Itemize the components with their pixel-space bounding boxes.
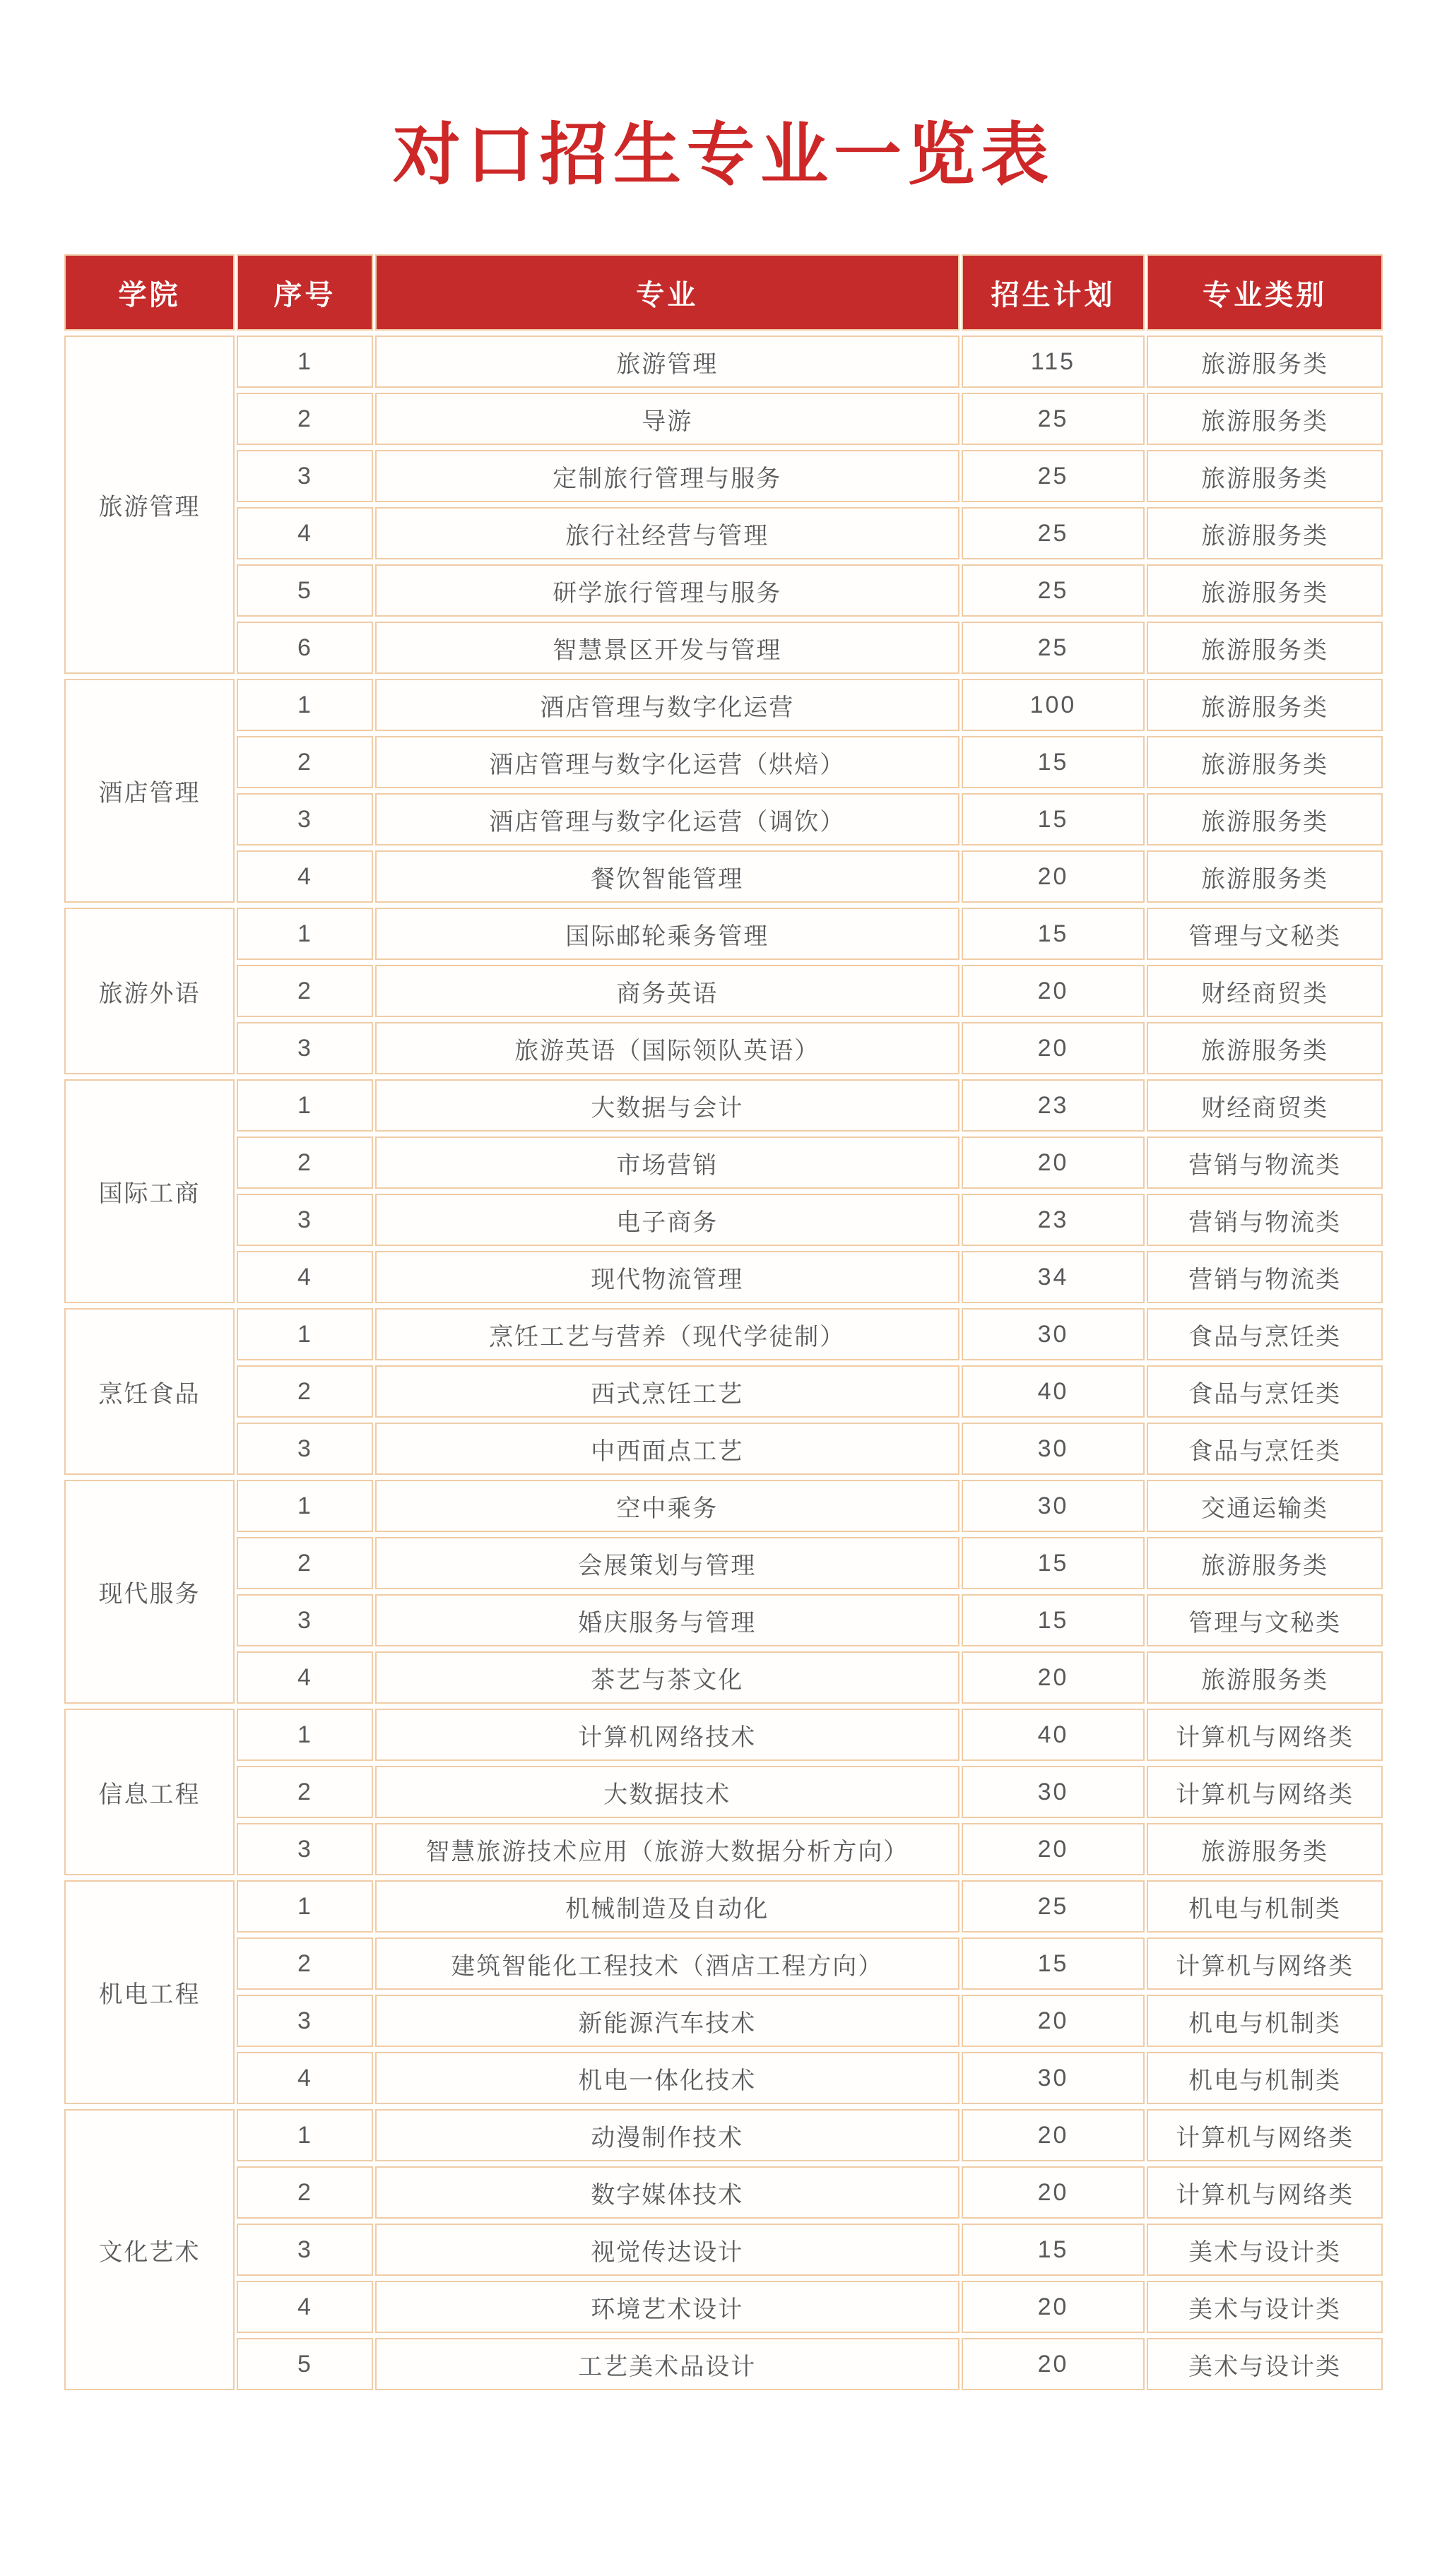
plan-cell: 20 <box>962 1136 1145 1189</box>
seq-cell: 2 <box>237 1766 373 1818</box>
seq-cell: 1 <box>237 679 373 731</box>
college-cell: 酒店管理 <box>64 679 235 903</box>
plan-cell: 34 <box>962 1251 1145 1303</box>
category-cell: 旅游服务类 <box>1147 679 1383 731</box>
major-cell: 商务英语 <box>375 965 959 1017</box>
major-cell: 研学旅行管理与服务 <box>375 564 959 617</box>
plan-cell: 30 <box>962 1766 1145 1818</box>
table-body <box>64 336 1383 2390</box>
seq-cell: 2 <box>237 393 373 445</box>
seq-cell: 3 <box>237 1022 373 1074</box>
table-row <box>64 736 1383 788</box>
plan-cell: 20 <box>962 2281 1145 2333</box>
category-cell: 管理与文秘类 <box>1147 908 1383 960</box>
seq-cell: 2 <box>237 736 373 788</box>
table-row <box>64 393 1383 445</box>
table-row <box>64 1823 1383 1875</box>
seq-cell: 4 <box>237 1251 373 1303</box>
college-cell: 旅游外语 <box>64 908 235 1074</box>
major-cell: 空中乘务 <box>375 1480 959 1532</box>
category-cell: 食品与烹饪类 <box>1147 1365 1383 1418</box>
seq-cell: 3 <box>237 793 373 845</box>
plan-cell: 20 <box>962 965 1145 1017</box>
table-row <box>64 622 1383 674</box>
table-row <box>64 1880 1383 1933</box>
category-cell: 计算机与网络类 <box>1147 2109 1383 2161</box>
major-cell: 电子商务 <box>375 1194 959 1246</box>
category-cell: 旅游服务类 <box>1147 336 1383 388</box>
major-cell: 大数据与会计 <box>375 1079 959 1132</box>
seq-cell: 2 <box>237 965 373 1017</box>
major-cell: 导游 <box>375 393 959 445</box>
plan-cell: 15 <box>962 1537 1145 1589</box>
plan-cell: 25 <box>962 393 1145 445</box>
category-cell: 计算机与网络类 <box>1147 1766 1383 1818</box>
seq-cell: 1 <box>237 1880 373 1933</box>
major-cell: 智慧景区开发与管理 <box>375 622 959 674</box>
seq-cell: 3 <box>237 1995 373 2047</box>
category-cell: 旅游服务类 <box>1147 1651 1383 1704</box>
plan-cell: 23 <box>962 1079 1145 1132</box>
category-cell: 旅游服务类 <box>1147 393 1383 445</box>
major-cell: 餐饮智能管理 <box>375 850 959 903</box>
table-row <box>64 1022 1383 1074</box>
plan-cell: 15 <box>962 908 1145 960</box>
table-row <box>64 679 1383 731</box>
major-cell: 大数据技术 <box>375 1766 959 1818</box>
seq-cell: 2 <box>237 1537 373 1589</box>
table-row <box>64 336 1383 388</box>
college-cell: 烹饪食品 <box>64 1308 235 1475</box>
table-row <box>64 2338 1383 2390</box>
plan-cell: 25 <box>962 450 1145 502</box>
table-row <box>64 1423 1383 1475</box>
major-cell: 视觉传达设计 <box>375 2224 959 2276</box>
seq-cell: 2 <box>237 1365 373 1418</box>
category-cell: 旅游服务类 <box>1147 622 1383 674</box>
college-cell: 旅游管理 <box>64 336 235 674</box>
seq-cell: 1 <box>237 1480 373 1532</box>
category-cell: 管理与文秘类 <box>1147 1594 1383 1646</box>
plan-cell: 20 <box>962 1823 1145 1875</box>
category-cell: 营销与物流类 <box>1147 1136 1383 1189</box>
seq-cell: 5 <box>237 564 373 617</box>
category-cell: 旅游服务类 <box>1147 1537 1383 1589</box>
plan-cell: 115 <box>962 336 1145 388</box>
category-cell: 美术与设计类 <box>1147 2338 1383 2390</box>
plan-cell: 20 <box>962 2109 1145 2161</box>
major-cell: 旅游管理 <box>375 336 959 388</box>
plan-cell: 20 <box>962 1651 1145 1704</box>
page-title: 对口招生专业一览表 <box>393 117 1054 193</box>
major-cell: 建筑智能化工程技术（酒店工程方向） <box>375 1937 959 1990</box>
table-row <box>64 450 1383 502</box>
plan-cell: 30 <box>962 1308 1145 1360</box>
category-cell: 旅游服务类 <box>1147 1022 1383 1074</box>
plan-cell: 40 <box>962 1365 1145 1418</box>
category-cell: 美术与设计类 <box>1147 2224 1383 2276</box>
major-cell: 市场营销 <box>375 1136 959 1189</box>
category-cell: 财经商贸类 <box>1147 1079 1383 1132</box>
seq-cell: 3 <box>237 1823 373 1875</box>
table-row <box>64 2166 1383 2219</box>
college-cell: 机电工程 <box>64 1880 235 2104</box>
category-cell: 旅游服务类 <box>1147 450 1383 502</box>
seq-cell: 4 <box>237 850 373 903</box>
category-cell: 营销与物流类 <box>1147 1194 1383 1246</box>
table-row <box>64 1537 1383 1589</box>
seq-cell: 3 <box>237 2224 373 2276</box>
category-cell: 食品与烹饪类 <box>1147 1423 1383 1475</box>
seq-cell: 4 <box>237 2281 373 2333</box>
category-cell: 旅游服务类 <box>1147 1823 1383 1875</box>
seq-cell: 2 <box>237 1136 373 1189</box>
plan-cell: 25 <box>962 564 1145 617</box>
category-cell: 旅游服务类 <box>1147 736 1383 788</box>
table-row <box>64 2281 1383 2333</box>
category-cell: 美术与设计类 <box>1147 2281 1383 2333</box>
category-cell: 食品与烹饪类 <box>1147 1308 1383 1360</box>
major-cell: 现代物流管理 <box>375 1251 959 1303</box>
seq-cell: 2 <box>237 2166 373 2219</box>
seq-cell: 1 <box>237 1079 373 1132</box>
major-cell: 西式烹饪工艺 <box>375 1365 959 1418</box>
major-cell: 国际邮轮乘务管理 <box>375 908 959 960</box>
category-cell: 旅游服务类 <box>1147 564 1383 617</box>
plan-cell: 20 <box>962 850 1145 903</box>
seq-cell: 1 <box>237 1709 373 1761</box>
seq-cell: 3 <box>237 1194 373 1246</box>
seq-cell: 3 <box>237 1594 373 1646</box>
table-row <box>64 1995 1383 2047</box>
table-row <box>64 965 1383 1017</box>
plan-cell: 15 <box>962 736 1145 788</box>
category-cell: 机电与机制类 <box>1147 1995 1383 2047</box>
table-row <box>64 1136 1383 1189</box>
plan-cell: 100 <box>962 679 1145 731</box>
category-cell: 营销与物流类 <box>1147 1251 1383 1303</box>
seq-cell: 3 <box>237 1423 373 1475</box>
plan-cell: 25 <box>962 1880 1145 1933</box>
plan-cell: 25 <box>962 622 1145 674</box>
header-row <box>64 254 1383 331</box>
major-cell: 数字媒体技术 <box>375 2166 959 2219</box>
major-cell: 酒店管理与数字化运营 <box>375 679 959 731</box>
table-row <box>64 564 1383 617</box>
seq-cell: 5 <box>237 2338 373 2390</box>
college-cell: 现代服务 <box>64 1480 235 1704</box>
major-cell: 动漫制作技术 <box>375 2109 959 2161</box>
table-row <box>64 1365 1383 1418</box>
seq-cell: 3 <box>237 450 373 502</box>
table-row <box>64 1480 1383 1532</box>
seq-cell: 4 <box>237 2052 373 2104</box>
seq-cell: 1 <box>237 2109 373 2161</box>
plan-cell: 25 <box>962 507 1145 559</box>
category-cell: 交通运输类 <box>1147 1480 1383 1532</box>
table-row <box>64 2052 1383 2104</box>
header-category: 专业类别 <box>1147 254 1383 331</box>
plan-cell: 30 <box>962 2052 1145 2104</box>
table-row <box>64 507 1383 559</box>
table-row <box>64 1937 1383 1990</box>
table-row <box>64 1651 1383 1704</box>
seq-cell: 4 <box>237 1651 373 1704</box>
header-plan: 招生计划 <box>962 254 1145 331</box>
major-cell: 婚庆服务与管理 <box>375 1594 959 1646</box>
plan-cell: 20 <box>962 2166 1145 2219</box>
plan-cell: 20 <box>962 1995 1145 2047</box>
seq-cell: 1 <box>237 1308 373 1360</box>
major-cell: 定制旅行管理与服务 <box>375 450 959 502</box>
category-cell: 计算机与网络类 <box>1147 2166 1383 2219</box>
table-row <box>64 793 1383 845</box>
major-cell: 工艺美术品设计 <box>375 2338 959 2390</box>
category-cell: 旅游服务类 <box>1147 850 1383 903</box>
table-row <box>64 1079 1383 1132</box>
major-cell: 会展策划与管理 <box>375 1537 959 1589</box>
college-cell: 信息工程 <box>64 1709 235 1875</box>
seq-cell: 6 <box>237 622 373 674</box>
category-cell: 机电与机制类 <box>1147 1880 1383 1933</box>
seq-cell: 1 <box>237 336 373 388</box>
category-cell: 旅游服务类 <box>1147 507 1383 559</box>
header-seq: 序号 <box>237 254 373 331</box>
major-cell: 计算机网络技术 <box>375 1709 959 1761</box>
category-cell: 机电与机制类 <box>1147 2052 1383 2104</box>
category-cell: 财经商贸类 <box>1147 965 1383 1017</box>
major-cell: 烹饪工艺与营养（现代学徒制） <box>375 1308 959 1360</box>
college-cell: 文化艺术 <box>64 2109 235 2390</box>
header-major: 专业 <box>375 254 959 331</box>
plan-cell: 40 <box>962 1709 1145 1761</box>
category-cell: 计算机与网络类 <box>1147 1937 1383 1990</box>
plan-cell: 20 <box>962 2338 1145 2390</box>
major-cell: 酒店管理与数字化运营（烘焙） <box>375 736 959 788</box>
seq-cell: 2 <box>237 1937 373 1990</box>
major-cell: 旅游英语（国际领队英语） <box>375 1022 959 1074</box>
table-row <box>64 1594 1383 1646</box>
major-cell: 旅行社经营与管理 <box>375 507 959 559</box>
table-row <box>64 1251 1383 1303</box>
table-header <box>64 254 1383 331</box>
college-cell: 国际工商 <box>64 1079 235 1303</box>
header-college: 学院 <box>64 254 235 331</box>
table-row <box>64 850 1383 903</box>
plan-cell: 20 <box>962 1022 1145 1074</box>
major-cell: 智慧旅游技术应用（旅游大数据分析方向） <box>375 1823 959 1875</box>
category-cell: 计算机与网络类 <box>1147 1709 1383 1761</box>
major-cell: 机电一体化技术 <box>375 2052 959 2104</box>
plan-cell: 15 <box>962 1594 1145 1646</box>
major-cell: 酒店管理与数字化运营（调饮） <box>375 793 959 845</box>
major-cell: 环境艺术设计 <box>375 2281 959 2333</box>
category-cell: 旅游服务类 <box>1147 793 1383 845</box>
major-cell: 机械制造及自动化 <box>375 1880 959 1933</box>
table-row <box>64 2109 1383 2161</box>
seq-cell: 4 <box>237 507 373 559</box>
plan-cell: 30 <box>962 1480 1145 1532</box>
plan-cell: 30 <box>962 1423 1145 1475</box>
plan-cell: 15 <box>962 1937 1145 1990</box>
table-row <box>64 1709 1383 1761</box>
table-row <box>64 2224 1383 2276</box>
plan-cell: 15 <box>962 2224 1145 2276</box>
major-cell: 中西面点工艺 <box>375 1423 959 1475</box>
table-row <box>64 1766 1383 1818</box>
table-row <box>64 908 1383 960</box>
plan-cell: 15 <box>962 793 1145 845</box>
seq-cell: 1 <box>237 908 373 960</box>
major-cell: 茶艺与茶文化 <box>375 1651 959 1704</box>
table-row <box>64 1194 1383 1246</box>
major-cell: 新能源汽车技术 <box>375 1995 959 2047</box>
table-row <box>64 1308 1383 1360</box>
enrollment-table <box>62 249 1385 2395</box>
plan-cell: 23 <box>962 1194 1145 1246</box>
